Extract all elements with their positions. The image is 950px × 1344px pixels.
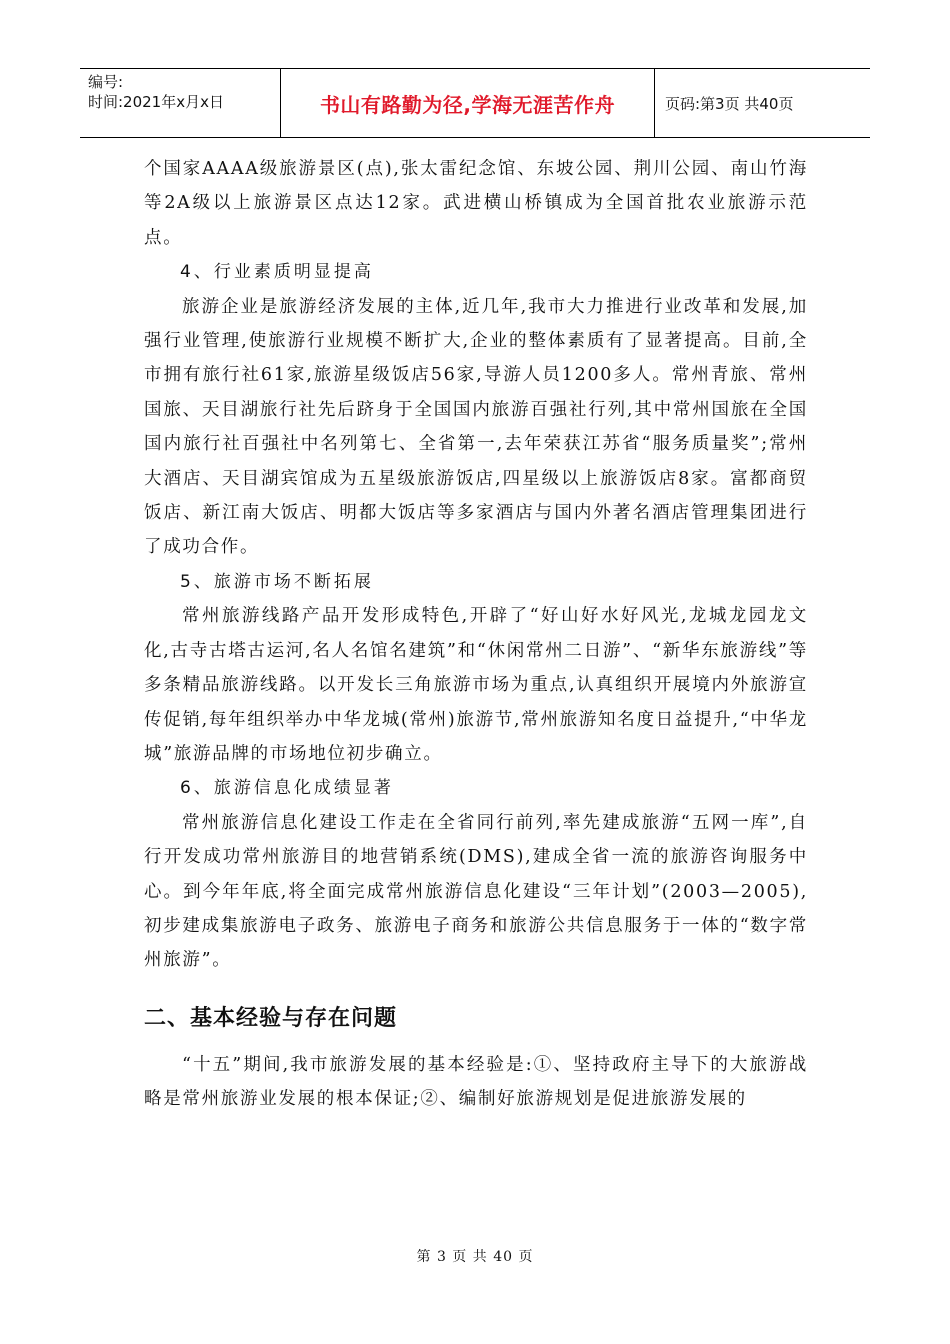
document-body: [144, 152, 808, 1117]
paragraph-market: 常州旅游线路产品开发形成特色,开辟了“好山好水好风光,龙城龙园龙文化,古寺古塔古运河,名人名馆名建筑”和“休闲常州二日游”、“新华东旅游线”等多条精品旅游线路。以开发长三角旅游市场为重点,认真组织开展境内外旅游宣传促销,每年组织举办中华龙城(常州)旅游节,常州旅游知名度日益提升,“中华龙城”旅游品牌的市场地位初步确立。: [144, 606, 808, 764]
paragraph-continued: 个国家AAAA级旅游景区(点),张太雷纪念馆、东坡公园、荆川公园、南山竹海等2A级以上旅游景区点达12家。武进横山桥镇成为全国首批农业旅游示范点。: [144, 159, 808, 248]
paragraph-informatization: 常州旅游信息化建设工作走在全省同行前列,率先建成旅游“五网一库”,自行开发成功常州旅游目的地营销系统(DMS),建成全省一流的旅游咨询服务中心。到今年年底,将全面完成常州旅游信息化建设“三年计划”(2003—2005),初步建成集旅游电子政务、旅游电子商务和旅游公共信息服务于一体的“数字常州旅游”。: [144, 812, 808, 971]
header-page: 页码:第3页 共40页: [665, 94, 794, 113]
header-time: 时间:2021年x月x日: [88, 93, 224, 111]
section-title: 二、基本经验与存在问题: [144, 1005, 398, 1031]
page-header: [80, 68, 870, 138]
subheading-6: 6、旅游信息化成绩显著: [180, 778, 394, 799]
page-footer: 第 3 页 共 40 页: [416, 1249, 534, 1265]
header-number: 编号:: [88, 73, 124, 91]
header-motto: 书山有路勤为径,学海无涯苦作舟: [281, 69, 655, 137]
paragraph-experience: “十五”期间,我市旅游发展的基本经验是:①、坚持政府主导下的大旅游战略是常州旅游业发展的根本保证;②、编制好旅游规划是促进旅游发展的: [144, 1054, 808, 1110]
subheading-5: 5、旅游市场不断拓展: [180, 571, 374, 592]
header-meta: [80, 69, 281, 137]
paragraph-industry: 旅游企业是旅游经济发展的主体,近几年,我市大力推进行业改革和发展,加强行业管理,使旅游行业规模不断扩大,企业的整体素质有了显著提高。目前,全市拥有旅行社61家,旅游星级饭店56家,导游人员1200多人。常州青旅、常州国旅、天目湖旅行社先后跻身于全国国内旅游百强社行列,其中常州国旅在全国国内旅行社百强社中名列第七、全省第一,去年荣获江苏省“服务质量奖”;常州大酒店、天目湖宾馆成为五星级旅游饭店,四星级以上旅游饭店8家。富都商贸饭店、新江南大饭店、明都大饭店等多家酒店与国内外著名酒店管理集团进行了成功合作。: [144, 296, 808, 558]
subheading-4: 4、行业素质明显提高: [180, 262, 374, 283]
